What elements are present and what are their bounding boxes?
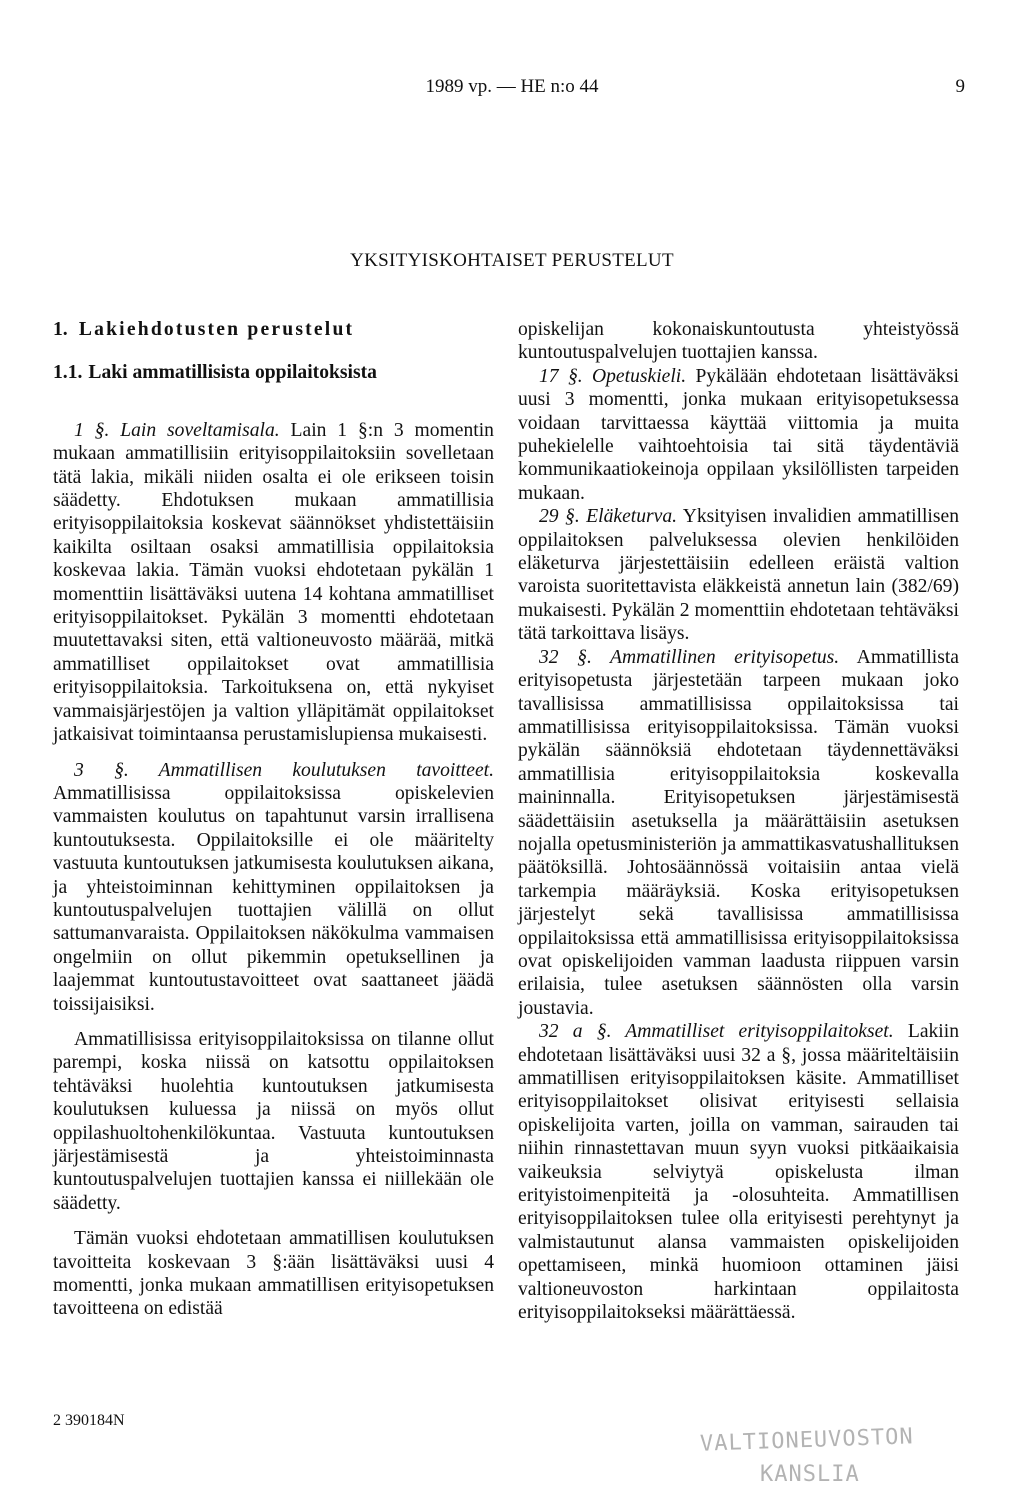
paragraph-lead: 17 §. Opetuskieli.	[539, 365, 687, 387]
paragraph-text: Lakiin ehdotetaan lisättäväksi uusi 32 a §, jossa määriteltäisiin ammatillisen erityisoppilaitoksen käsite. Ammatilliset erityisoppilaitokset olisivat erityisesti sellaisia opiskelijoita varten, joilla on vamman, sairauden tai niihin rinnastettavan muun syyn vuoksi pitkäaikaisia vaikeuksia selviytyä opiskelusta ilman erityistoimenpiteitä ja -olosuhteita. Ammatillisen erityisoppilaitoksen tulee olla erityisesti perehtynyt ja valmistautunut alansa vammaisten opiskelijoiden opettamiseen, minkä huomioon ottaminen jäisi valtioneuvoston harkintaan oppilaitosta erityisoppilaitokseksi määrättäessä.	[518, 1021, 959, 1324]
running-title: 1989 vp. — HE n:o 44	[425, 76, 599, 97]
heading-level-1	[53, 318, 494, 341]
heading-2-text: Laki ammatillisista oppilaitoksista	[88, 362, 377, 384]
section-title: YKSITYISKOHTAISET PERUSTELUT	[350, 250, 674, 271]
paragraph-lead: 29 §. Eläketurva.	[539, 506, 678, 528]
paragraph	[518, 505, 959, 645]
paragraph	[53, 419, 494, 747]
left-column	[53, 318, 494, 1321]
stamp-line-2: KANSLIA	[760, 1462, 860, 1487]
right-column	[518, 318, 959, 1324]
library-stamp	[699, 1424, 1024, 1498]
paragraph-text: Yksityisen invalidien ammatillisen oppilaitoksen palveluksessa olevien henkilöiden eläketurva järjestettäisiin edelleen eräistä valtion varoista suoritettavista eläkkeistä annetun lain (382/69) mukaisesti. Pykälän 2 momenttiin ehdotetaan tehtäväksi tätä tarkoittava lisäys.	[518, 506, 959, 645]
paragraph	[518, 646, 959, 1021]
heading-2-number: 1.1.	[53, 362, 83, 384]
paragraph-lead: 32 a §. Ammatilliset erityisoppilaitokset.	[539, 1021, 894, 1043]
paragraph-text: Lain 1 §:n 3 momentin mukaan ammatillisiin erityisoppilaitoksiin sovelletaan tätä lakia, mikäli niiden osalta ei ole erikseen toisin säädetty. Ehdotuksen mukaan ammatillisia erityisoppilaitoksia koskevat säännökset yhdistettäisiin kaikilta osiltaan osaksi ammatillisia oppilaitoksia koskevaa lakia. Tämän vuoksi ehdotetaan pykälän 1 momenttiin lisättäväksi uutena 14 kohtana ammatilliset erityisoppilaitokset. Pykälän 3 momentti ehdotetaan muutettavaksi siten, että valtioneuvosto määrää, mitkä ammatilliset oppilaitokset ovat ammatillisia erityisoppilaitoksia. Tarkoituksena on, että nykyiset vammaisjärjestöjen ja valtion ylläpitämät oppilaitokset jatkaisivat toimintaansa perustamislupiensa mukaisesti.	[53, 419, 494, 746]
paragraph: Ammatillisissa erityisoppilaitoksissa on tilanne ollut parempi, koska niissä on katsottu oppilaitoksen tehtäväksi huolehtia kuntoutuksen jatkumisesta koulutuksen kuluessa ja niissä on myös ollut oppilashuoltohenkilökuntaa. Vastuuta kuntoutuksen järjestämisestä ja yhteistoiminnasta kuntoutuspalvelujen tuottajien kanssa ei niillekään ole säädetty.	[53, 1028, 494, 1214]
paragraph	[53, 759, 494, 1016]
heading-1-text: Lakiehdotusten perustelut	[78, 319, 355, 340]
paragraph-text: Ammatillista erityisopetusta järjestetään tarpeen mukaan joko tavallisissa ammatillisissa oppilaitoksissa tai ammatillisissa erityisoppilaitoksissa. Tämän vuoksi pykälän säännöksiä ehdotetaan täydennettäväksi ammatillisia erityisoppilaitoksia koskevalla maininnalla. Erityisopetuksen järjestämisestä säädettäisiin asetuksella ja määrättäisiin asetuksen nojalla opetusministeriön ja ammattikasvatushallituksen päätöksillä. Johtosäännössä voitaisiin antaa vielä tarkempia määräyksiä. Koska erityisopetuksen järjestelyt sekä tavallisissa ammatillisissa oppilaitoksissa että ammatillisissa erityisoppilaitoksissa ovat opiskelijoiden vamman laadusta riippuen varsin erilaisia, tulee asetuksen säännösten olla varsin joustavia.	[518, 646, 959, 1019]
page-header	[0, 76, 1024, 106]
heading-1-number: 1.	[53, 319, 68, 340]
paragraph-lead: 3 §. Ammatillisen koulutuksen tavoitteet.	[74, 759, 494, 781]
heading-level-2	[53, 361, 494, 384]
paragraph-lead: 32 §. Ammatillinen erityisopetus.	[539, 646, 840, 668]
footer-code: 2 390184N	[53, 1412, 125, 1429]
paragraph: opiskelijan kokonaiskuntoutusta yhteistyössä kuntoutuspalvelujen tuottajien kanssa.	[518, 319, 959, 364]
paragraph	[518, 1020, 959, 1324]
paragraph-text: Pykälään ehdotetaan lisättäväksi uusi 3 momentti, jonka mukaan erityisopetuksessa voidaan tarvittaessa käyttää viittomia ja muita puhekielelle vaihtoehtoisia tai sitä täydentäviä kommunikaatiokeinoja oppilaan yksilöllisten tarpeiden mukaan.	[518, 365, 960, 504]
page-number: 9	[955, 76, 965, 97]
paragraph-text: Ammatillisissa oppilaitoksissa opiskelevien vammaisten koulutus on tapahtunut varsin irrallisena kuntoutuksesta. Oppilaitoksille ei ole määritelty vastuuta kuntoutuksen jatkumisesta koulutuksen aikana, ja yhteistoiminnan kehittyminen oppilaitoksen ja kuntoutuspalvelujen tuottajien välillä on ollut sattumanvaraista. Oppilaitoksen näkökulma vammaisen ongelmiin on ollut pikemmin opetuksellinen ja laajemmat kuntoutustavoitteet ovat saattaneet jäädä toissijaisiksi.	[53, 782, 494, 1015]
paragraph-lead: 1 §. Lain soveltamisala.	[74, 419, 280, 441]
paragraph: Tämän vuoksi ehdotetaan ammatillisen koulutuksen tavoitteita koskevaan 3 §:ään lisättäväksi uusi 4 momentti, jonka mukaan ammatillisen erityisopetuksen tavoitteena on edistää	[53, 1228, 494, 1320]
stamp-line-1: VALTIONEUVOSTON	[699, 1424, 915, 1457]
paragraph	[518, 365, 959, 505]
